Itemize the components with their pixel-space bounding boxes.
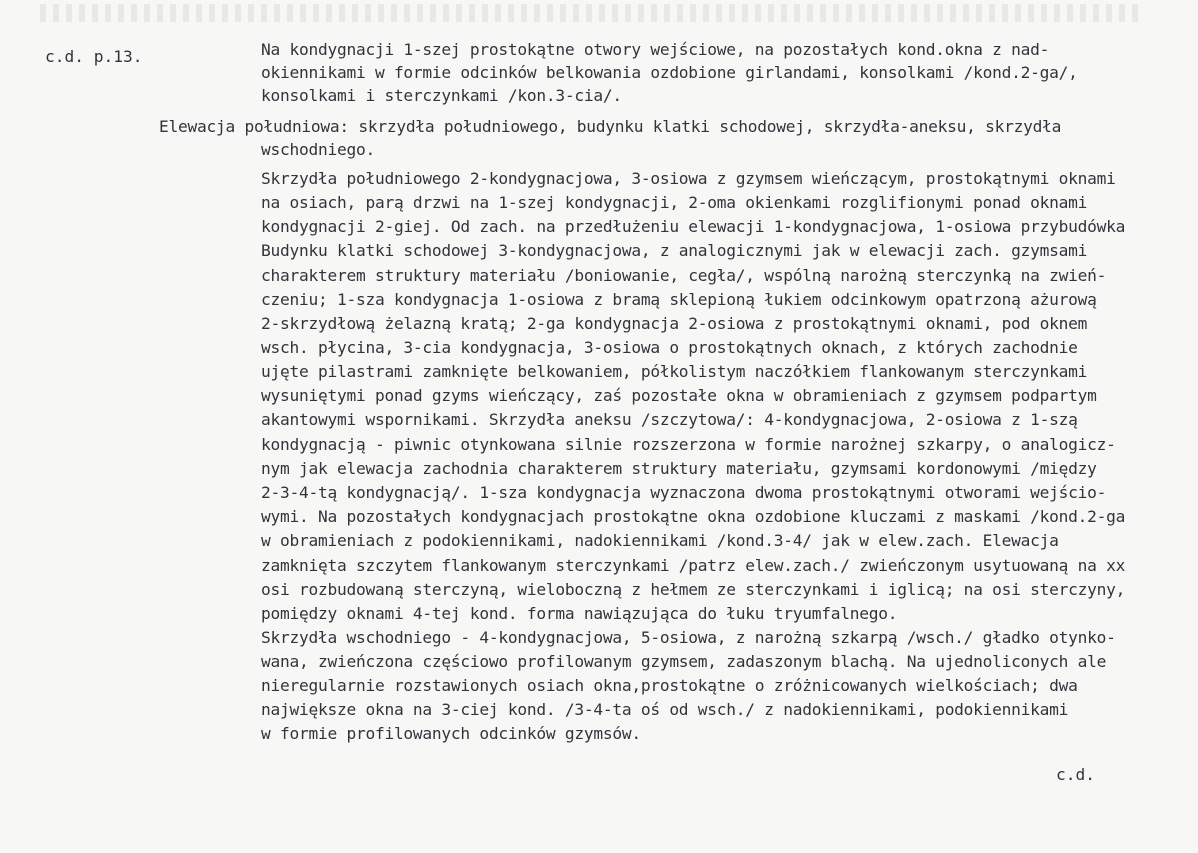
text-line: Skrzydła południowego 2-kondygnacjowa, 3-osiowa z gzymsem wieńczącym, prostokątnymi oknami <box>261 169 1116 188</box>
text-line: wana, zwieńczona częściowo profilowanym gzymsem, zadaszonym blachą. Na ujednoliconych ale <box>261 652 1107 671</box>
faded-header-strip <box>40 4 1140 22</box>
text-line: wysuniętymi ponad gzyms wieńczący, zaś pozostałe okna w obramieniach z gzymsem podpartym <box>261 386 1097 405</box>
text-line: w formie profilowanych odcinków gzymsów. <box>261 724 641 743</box>
text-line: konsolkami i sterczynkami /kon.3-cia/. <box>261 86 622 105</box>
text-line: osi rozbudowaną sterczyną, wieloboczną z hełmem ze sterczynkami i iglicą; na osi sterczyny, <box>261 580 1126 599</box>
text-line: Budynku klatki schodowej 3-kondygnacjowa, z analogicznymi jak w elewacji zach. gzymsami <box>261 241 1088 260</box>
text-line: pomiędzy oknami 4-tej kond. forma nawiązująca do łuku tryumfalnego. <box>261 604 898 623</box>
text-line: na osiach, parą drzwi na 1-szej kondygnacji, 2-oma okienkami rozglifionymi ponad oknami <box>261 193 1088 212</box>
text-line: Na kondygnacji 1-szej prostokątne otwory wejściowe, na pozostałych kond.okna z nad- <box>261 40 1050 59</box>
text-line: nym jak elewacja zachodnia charakterem struktury materiału, gzymsami kordonowymi /między <box>261 459 1097 478</box>
text-line: czeniu; 1-sza kondygnacja 1-osiowa z bramą sklepioną łukiem odcinkowym opatrzoną ażurową <box>261 290 1097 309</box>
text-line: kondygnacji 2-giej. Od zach. na przedłużeniu elewacji 1-kondygnacjowa, 1-osiowa przybudówka <box>261 217 1126 236</box>
text-line: Skrzydła wschodniego - 4-kondygnacjowa, 5-osiowa, z narożną szkarpą /wsch./ gładko otynko- <box>261 628 1116 647</box>
text-line: ujęte pilastrami zamknięte belkowaniem, półkolistym naczółkiem flankowanym sterczynkami <box>261 362 1088 381</box>
page-reference: c.d. p.13. <box>45 47 143 66</box>
text-line: nieregularnie rozstawionych osiach okna,prostokątne o zróżnicowanych wielkościach; dwa <box>261 676 1078 695</box>
text-line: wschodniego. <box>261 140 375 159</box>
text-line: zamknięta szczytem flankowanym sterczynkami /patrz elew.zach./ zwieńczonym usytuowaną na xx <box>261 556 1126 575</box>
text-line: 2-skrzydłową żelazną kratą; 2-ga kondygnacja 2-osiowa z prostokątnymi oknami, pod oknem <box>261 314 1088 333</box>
text-line: 2-3-4-tą kondygnacją/. 1-sza kondygnacja wyznaczona dwoma prostokątnymi otworami wejścio- <box>261 483 1107 502</box>
text-line: akantowymi wspornikami. Skrzydła aneksu /szczytowa/: 4-kondygnacjowa, 2-osiowa z 1-szą <box>261 410 1078 429</box>
text-line: charakterem struktury materiału /boniowanie, cegła/, wspólną narożną sterczynką na zwień- <box>261 266 1107 285</box>
text-line: w obramieniach z podokiennikami, nadokiennikami /kond.3-4/ jak w elew.zach. Elewacja <box>261 531 1059 550</box>
continued-marker: c.d. <box>1056 765 1095 784</box>
text-line: kondygnacją - piwnic otynkowana silnie rozszerzona w formie narożnej szkarpy, o analogicz- <box>261 435 1116 454</box>
text-line: wsch. płycina, 3-cia kondygnacja, 3-osiowa o prostokątnych oknach, z których zachodnie <box>261 338 1078 357</box>
text-line: Elewacja południowa: skrzydła południowego, budynku klatki schodowej, skrzydła-aneksu, skrzydła <box>159 117 1062 136</box>
text-line: okiennikami w formie odcinków belkowania ozdobione girlandami, konsolkami /kond.2-ga/, <box>261 63 1078 82</box>
text-line: największe okna na 3-ciej kond. /3-4-ta oś od wsch./ z nadokiennikami, podokiennikami <box>261 700 1069 719</box>
text-line: wymi. Na pozostałych kondygnacjach prostokątne okna ozdobione kluczami z maskami /kond.2-ga <box>261 507 1126 526</box>
